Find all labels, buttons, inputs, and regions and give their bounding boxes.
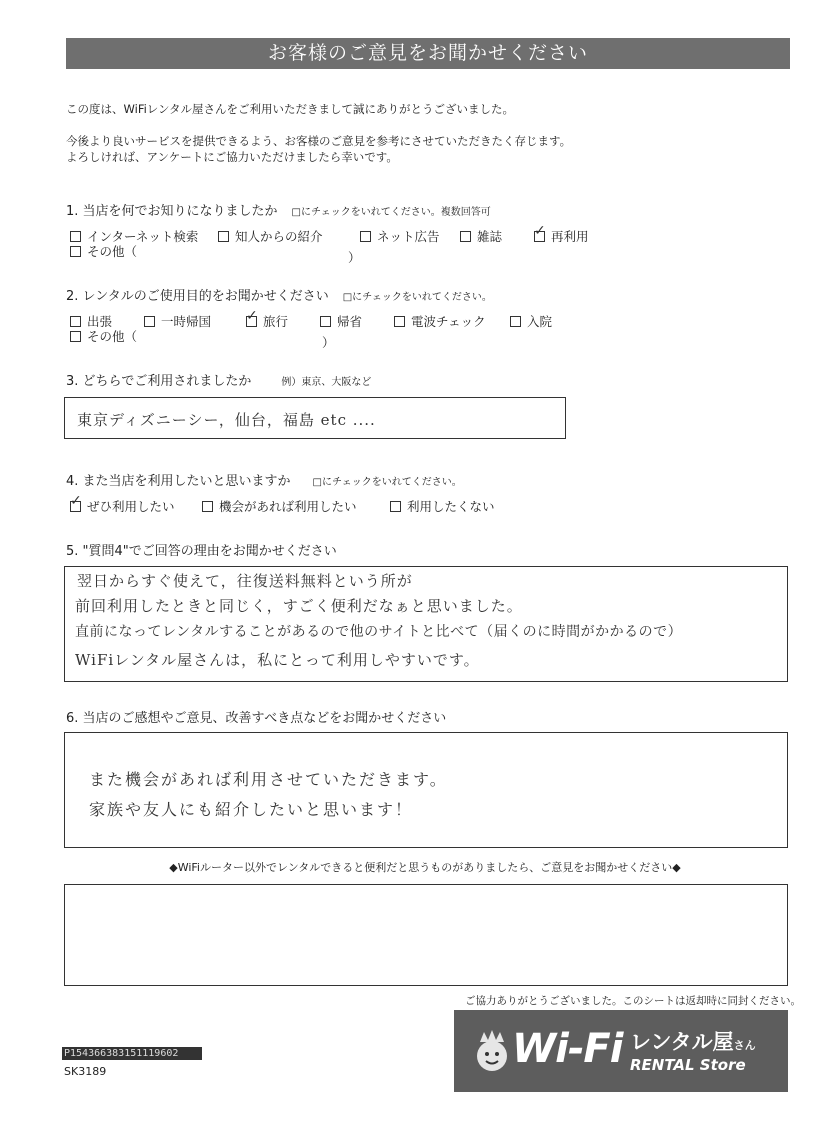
question-5-answer-line-1: 翌日からすぐ使えて，往復送料無料という所が	[77, 572, 413, 590]
checkbox[interactable]	[394, 316, 405, 327]
q2-option-homecoming[interactable]: 帰省	[320, 312, 362, 330]
q4-option-no[interactable]: 利用したくない	[390, 497, 495, 515]
checkbox-checked[interactable]	[70, 501, 81, 512]
q2-option-other[interactable]: その他（ ）	[70, 327, 370, 345]
question-3-answer-box[interactable]	[64, 397, 566, 439]
question-1	[66, 200, 491, 219]
barcode-label: P154366383151119602	[62, 1047, 202, 1060]
question-1-label: 1. 当店を何でお知りになりましたか	[66, 204, 278, 219]
question-6-label: 6. 当店のご感想やご意見、改善すべき点などをお聞かせください	[66, 711, 447, 726]
q1-option-reuse[interactable]: ✓ 再利用	[534, 227, 589, 245]
checkbox[interactable]	[460, 231, 471, 242]
question-7-answer-box[interactable]	[64, 884, 788, 986]
question-5-answer-line-4: WiFiレンタル屋さんは，私にとって利用しやすいです。	[75, 651, 480, 669]
checkbox[interactable]	[70, 231, 81, 242]
q4-option-if-chance[interactable]: 機会があれば利用したい	[202, 497, 357, 515]
question-2-label: 2. レンタルのご使用目的をお聞かせください	[66, 289, 329, 304]
q2-option-signal-check[interactable]: 電波チェック	[394, 312, 486, 330]
checkbox[interactable]	[70, 331, 81, 342]
q2-option-business[interactable]: 出張	[70, 312, 112, 330]
question-1-note: □にチェックをいれてください。複数回答可	[291, 207, 491, 218]
question-3	[66, 370, 371, 389]
checkbox[interactable]	[218, 231, 229, 242]
question-4	[66, 470, 462, 489]
q1-option-internet[interactable]: インターネット検索	[70, 227, 198, 245]
checkbox[interactable]	[144, 316, 155, 327]
question-2-note: □にチェックをいれてください。	[342, 292, 492, 303]
checkbox-checked[interactable]	[534, 231, 545, 242]
question-6-answer-line-1: また機会があれば利用させていただきます。	[89, 770, 448, 789]
logo-jp-text: レンタル屋さん	[630, 1030, 756, 1054]
brand-logo	[454, 1010, 788, 1092]
intro-line-1: この度は、WiFiレンタル屋さんをご利用いただきまして誠にありがとうございました。	[66, 102, 515, 116]
checkbox[interactable]	[202, 501, 213, 512]
q1-option-net-ad[interactable]: ネット広告	[360, 227, 440, 245]
question-2	[66, 285, 492, 304]
checkbox-checked[interactable]	[246, 316, 257, 327]
q1-option-referral[interactable]: 知人からの紹介	[218, 227, 323, 245]
question-4-note: □にチェックをいれてください。	[312, 477, 462, 488]
q1-option-magazine[interactable]: 雑誌	[460, 227, 502, 245]
mascot-icon	[472, 1030, 512, 1074]
question-5-label: 5. "質問4"でご回答の理由をお聞かせください	[66, 544, 337, 559]
page-title: お客様のご意見をお聞かせください	[66, 38, 790, 69]
intro-line-3: よろしければ、アンケートにご協力いただけましたら幸いです。	[66, 150, 398, 164]
checkbox[interactable]	[360, 231, 371, 242]
q2-option-hospital[interactable]: 入院	[510, 312, 552, 330]
question-5-answer-line-3: 直前になってレンタルすることがあるので他のサイトと比べて（届くのに時間がかかるので）	[75, 624, 683, 640]
intro-line-2: 今後より良いサービスを提供できるよう、お客様のご意見を参考にさせていただきたく存じます。	[66, 134, 572, 148]
question-7-label: ◆WiFiルーター以外でレンタルできると便利だと思うものがありましたら、ご意見をお聞かせください◆	[169, 861, 681, 874]
checkbox[interactable]	[510, 316, 521, 327]
logo-wifi-text: Wi-Fi	[512, 1026, 623, 1072]
question-3-label: 3. どちらでご利用されましたか	[66, 374, 252, 389]
checkbox[interactable]	[70, 316, 81, 327]
sheet-code: SK3189	[64, 1065, 107, 1078]
q1-option-other[interactable]: その他（ ）	[70, 242, 370, 260]
logo-en-text: RENTAL Store	[630, 1056, 746, 1074]
q2-option-temp-return[interactable]: 一時帰国	[144, 312, 211, 330]
question-5-answer-line-2: 前回利用したときと同じく，すごく便利だなぁと思いました。	[75, 597, 523, 615]
question-6-answer-line-2: 家族や友人にも紹介したいと思います！	[89, 800, 414, 819]
checkbox[interactable]	[70, 246, 81, 257]
question-4-label: 4. また当店を利用したいと思いますか	[66, 474, 291, 489]
question-3-note: 例）東京、大阪など	[281, 377, 372, 388]
question-3-answer: 東京ディズニーシー，仙台，福島 etc ....	[77, 411, 376, 429]
question-5-answer-box[interactable]	[64, 566, 788, 682]
q2-option-travel[interactable]: ✓ 旅行	[246, 312, 288, 330]
footer-thanks: ご協力ありがとうございました。このシートは返却時に同封ください。	[465, 995, 801, 1007]
checkbox[interactable]	[320, 316, 331, 327]
checkbox[interactable]	[390, 501, 401, 512]
question-6-answer-box[interactable]	[64, 732, 788, 848]
q4-option-definitely[interactable]: ✓ ぜひ利用したい	[70, 497, 175, 515]
